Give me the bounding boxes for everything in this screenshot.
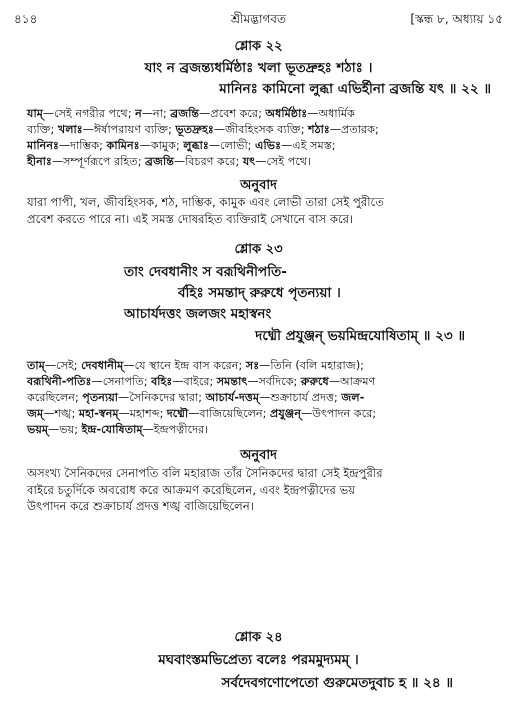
synonym-gloss: —উৎপাদন করে; (301, 407, 377, 420)
verse-22-synonyms (27, 106, 497, 170)
verse-23-translation (27, 465, 497, 515)
verse-22-title: শ্লোক ২২ (234, 39, 283, 54)
translation-line: যারা পাপী, খল, জীবহিংসক, শঠ, দাম্ভিক, কামুক এবং লোভী তারা সেই পুরীতে (27, 195, 384, 209)
synonym-line (27, 390, 497, 406)
verse-24-line-2: সর্বদেবগণোপেতো গুরুমেতদুবাচ হ ॥ ২৪ ॥ (221, 675, 453, 691)
synonym-term: সঃ (245, 359, 260, 372)
synonym-term: অধর্মিষ্ঠাঃ (265, 107, 308, 120)
synonym-term: কামিনঃ (106, 139, 140, 152)
synonym-gloss: —সর্বদিকে; (247, 375, 301, 388)
synonym-gloss: ব্যক্তি; (27, 123, 58, 136)
verse-23-line-2: র্বহিঃ সমন্তাদ্ রুরুধে পৃতন্যয়া । (178, 285, 341, 301)
synonym-line (27, 138, 497, 154)
synonym-term: জম্ (27, 407, 44, 420)
synonym-gloss: —কামুক; (139, 139, 184, 152)
synonym-gloss: —দাম্ভিক; (58, 139, 107, 152)
synonym-term: হীনাঃ (27, 155, 52, 168)
synonym-term: ব্রজন্তি (145, 155, 174, 168)
synonym-term: বরূথিনী-পতিঃ (27, 375, 92, 388)
synonym-gloss: —তিনি (বলি মহারাজ); (259, 359, 364, 372)
synonym-gloss: —সেই পথে। (255, 155, 312, 168)
synonym-term: এভিঃ (255, 139, 282, 152)
canto-chapter-label: [স্কন্ধ ৮, অধ্যায় ১৫ (410, 12, 503, 26)
verse-23-translation-title: অনুবাদ (240, 448, 277, 463)
synonym-term: শঠাঃ (308, 123, 330, 136)
verse-23-synonyms (27, 358, 497, 438)
synonym-term: দেবধানীম্ (81, 359, 124, 372)
synonym-gloss: —প্রবেশ করে; (199, 107, 266, 120)
verse-22-line-1: যাং ন ব্রজন্ত্যধর্মিষ্ঠাঃ খলা ভূতদ্রুহঃ শঠাঃ । (144, 60, 373, 76)
page-header (14, 10, 503, 28)
synonym-gloss: —মহাশব্দ; (118, 407, 167, 420)
synonym-gloss: —আক্রমণ (328, 375, 376, 388)
synonym-gloss: —লোভী; (208, 139, 256, 152)
synonym-term: ব্রজন্তি (170, 107, 200, 120)
synonym-gloss: —ভয়; (48, 423, 82, 436)
translation-line: প্রবেশ করতে পারে না। এই সমস্ত দোষরহিত ব্যক্তিরাই সেখানে বাস করে। (27, 211, 354, 226)
synonym-term: পৃতন্যয়া (82, 391, 119, 404)
synonym-gloss: —সেনাপতি; (91, 375, 152, 388)
synonym-line (27, 154, 497, 170)
synonym-gloss: —সেই নগরীর পথে; (42, 107, 136, 120)
synonym-term: ন (135, 107, 142, 120)
synonym-gloss: —ইন্দ্রপত্নীদের। (142, 423, 209, 436)
synonym-term: রুরুধে (300, 375, 329, 388)
synonym-gloss: —প্রতারক; (329, 123, 379, 136)
synonym-term: বহিঃ (151, 375, 173, 388)
synonym-term: মানিনঃ (27, 139, 59, 152)
translation-line: বাইরে চতুর্দিকে অবরোধ করে আক্রমণ করেছিলেন, এবং ইন্দ্রপত্নীদের ভয় (27, 482, 356, 497)
book-title: শ্রীমদ্ভাগবত (230, 12, 286, 26)
verse-24-line-1: মঘবাংস্তমভিপ্রেত্য বলেঃ পরমমুদ্যমম্ । (158, 652, 359, 668)
synonym-term: খলাঃ (57, 123, 83, 136)
synonym-term: সমন্তাৎ (216, 375, 248, 388)
synonym-gloss: —ঈর্ষাপরায়ণ ব্যক্তি; (82, 123, 176, 136)
synonym-term: লুব্ধাঃ (183, 139, 209, 152)
synonym-line (27, 422, 497, 438)
synonym-term: দধ্মৌ (166, 407, 189, 420)
verse-22-line-2: মানিনঃ কামিনো লুব্ধা এভির্হীনা ব্রজন্তি যৎ ॥ ২২ ॥ (219, 81, 491, 97)
synonym-line (27, 374, 497, 390)
synonym-gloss: —শঙ্খ; (43, 407, 79, 420)
synonym-line (27, 406, 497, 422)
synonym-gloss: —অধার্মিক (307, 107, 355, 120)
synonym-gloss: —সম্পূর্ণরূপে রহিত; (51, 155, 146, 168)
synonym-gloss: —জীবহিংসক ব্যক্তি; (213, 123, 309, 136)
synonym-term: মহা-স্বনম্ (78, 407, 119, 420)
synonym-gloss: —সৈনিকদের দ্বারা; (118, 391, 206, 404)
synonym-gloss: —যে স্থানে ইন্দ্র বাস করেন; (123, 359, 246, 372)
verse-22-translation-title: অনুবাদ (240, 178, 277, 193)
synonym-gloss: —না; (141, 107, 171, 120)
verse-23-line-3: আচার্যদত্তং জলজং মহাস্বনং (124, 306, 272, 322)
verse-23-line-1: তাং দেবধানীং স বরূথিনীপতি- (124, 264, 287, 280)
synonym-term: তাম্ (27, 359, 45, 372)
synonym-term: যৎ (242, 155, 256, 168)
synonym-gloss: —বাজিয়েছিলেন; (188, 407, 271, 420)
synonym-gloss: —বিচরণ করে; (173, 155, 243, 168)
synonym-gloss: —এই সমস্ত; (281, 139, 336, 152)
verse-24-title: শ্লোক ২৪ (234, 630, 283, 645)
synonym-gloss: —শুক্রাচার্য প্রদত্ত; (259, 391, 342, 404)
synonym-term: ইন্দ্র-যোষিতাম্ (81, 423, 143, 436)
synonym-term: জল- (341, 391, 365, 404)
verse-23-line-4: দধ্মৌ প্রযুঞ্জন্ ভয়মিন্দ্রযোষিতাম্ ॥ ২৩ ॥ (255, 328, 465, 344)
translation-line: উৎপাদন করে শুক্রাচার্য প্রদত্ত শঙ্খ বাজিয়েছিলেন। (27, 499, 254, 513)
synonym-term: প্রযুঞ্জন্ (270, 407, 302, 420)
synonym-line (27, 358, 497, 374)
verse-23-title: শ্লোক ২৩ (234, 242, 283, 257)
synonym-line (27, 106, 497, 122)
page-number: ৪১৪ (14, 12, 38, 26)
synonym-gloss: করেছিলেন; (27, 391, 83, 404)
synonym-term: ভূতদ্রুহঃ (175, 123, 214, 136)
translation-line: অসংখ্য সৈনিকদের সেনাপতি বলি মহারাজ তাঁর সৈনিকদের দ্বারা সেই ইন্দ্রপুরীর (27, 466, 383, 480)
synonym-gloss: —সেই; (44, 359, 82, 372)
verse-22-translation (27, 194, 497, 227)
synonym-term: ভয়ম্ (27, 423, 49, 436)
synonym-line (27, 122, 497, 138)
synonym-term: যাম্ (27, 107, 43, 120)
synonym-gloss: —বাইরে; (172, 375, 217, 388)
synonym-term: আচার্য-দত্তম্ (205, 391, 260, 404)
